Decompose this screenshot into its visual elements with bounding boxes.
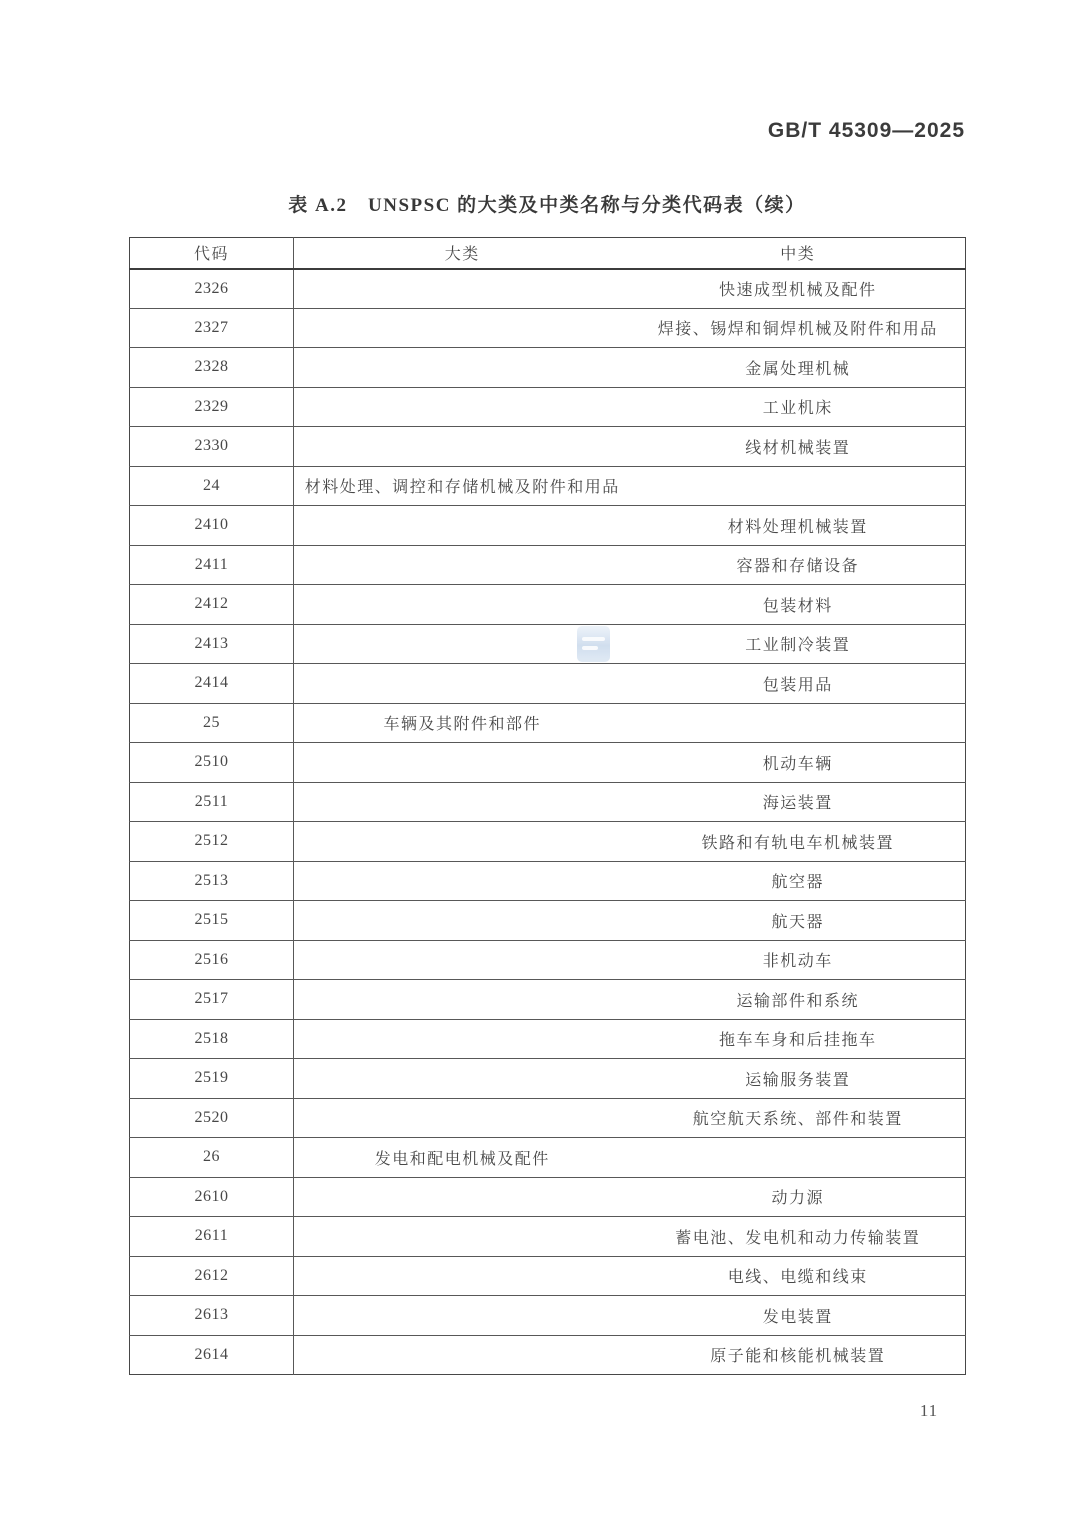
- table-row: [130, 703, 966, 743]
- table-row: [130, 861, 966, 901]
- code-cell: 2410: [130, 506, 294, 546]
- middle-category-cell: 焊接、锡焊和铜焊机械及附件和用品: [657, 321, 938, 339]
- major-category-cell: [294, 782, 631, 822]
- major-category-cell: [294, 624, 631, 664]
- major-category-cell: [294, 348, 631, 388]
- major-category-cell: 发电和配电机械及配件: [374, 1150, 550, 1168]
- major-category-cell: [294, 1059, 631, 1099]
- column-header-major-category: 大类: [444, 246, 480, 264]
- table-row: [130, 782, 966, 822]
- table-row: [130, 387, 966, 427]
- middle-category-cell: 机动车辆: [762, 755, 833, 773]
- middle-category-cell: 材料处理机械装置: [727, 518, 868, 536]
- table-row: [130, 743, 966, 783]
- code-cell: 2519: [130, 1059, 294, 1099]
- table-row: [130, 1217, 966, 1257]
- table-title: 表 A.2 UNSPSC 的大类及中类名称与分类代码表（续）: [288, 195, 806, 216]
- major-category-cell: 材料处理、调控和存储机械及附件和用品: [304, 479, 620, 497]
- middle-category-cell: 快速成型机械及配件: [718, 282, 877, 299]
- major-category-cell: [294, 506, 631, 546]
- code-cell: 2515: [130, 901, 294, 941]
- middle-category-cell: 工业机床: [762, 400, 833, 418]
- table-row: [130, 822, 966, 862]
- code-cell: 2613: [130, 1296, 294, 1336]
- major-category-cell: [294, 1019, 631, 1059]
- middle-category-cell: 铁路和有轨电车机械装置: [701, 834, 894, 852]
- major-category-cell: [294, 585, 631, 625]
- code-cell: 2513: [130, 861, 294, 901]
- middle-category-cell: 工业制冷装置: [745, 637, 851, 655]
- major-category-cell: 车辆及其附件和部件: [383, 716, 541, 734]
- major-category-cell: [294, 861, 631, 901]
- middle-category-cell: [631, 703, 966, 743]
- middle-category-cell: 蓄电池、发电机和动力传输装置: [675, 1229, 921, 1247]
- middle-category-cell: 动力源: [771, 1190, 824, 1208]
- standard-number: GB/T 45309—2025: [767, 119, 965, 142]
- page-number: 11: [919, 1401, 939, 1420]
- middle-category-cell: 运输服务装置: [745, 1071, 851, 1089]
- table-row: [130, 1019, 966, 1059]
- table-header-row: [130, 238, 966, 269]
- table-row: [130, 545, 966, 585]
- code-cell: 2517: [130, 980, 294, 1020]
- code-cell: 2516: [130, 940, 294, 980]
- code-cell: 24: [130, 466, 294, 506]
- table-row: [130, 1177, 966, 1217]
- table-row: [130, 308, 966, 348]
- code-cell: 2412: [130, 585, 294, 625]
- table-row: [130, 980, 966, 1020]
- table-row: [130, 1256, 966, 1296]
- middle-category-cell: 金属处理机械: [745, 360, 851, 378]
- major-category-cell: [294, 427, 631, 467]
- code-cell: 26: [130, 1138, 294, 1178]
- middle-category-cell: 原子能和核能机械装置: [710, 1348, 886, 1366]
- code-cell: 2612: [130, 1256, 294, 1296]
- middle-category-cell: 包装材料: [762, 597, 833, 615]
- code-cell: 2327: [130, 308, 294, 348]
- code-cell: 2611: [130, 1217, 294, 1257]
- major-category-cell: [294, 980, 631, 1020]
- middle-category-cell: 拖车车身和后挂拖车: [718, 1032, 877, 1050]
- table-row: [130, 1059, 966, 1099]
- middle-category-cell: 海运装置: [762, 795, 833, 813]
- middle-category-cell: 航天器: [771, 913, 824, 931]
- major-category-cell: [294, 387, 631, 427]
- table-row: [130, 269, 966, 309]
- table-row: [130, 506, 966, 546]
- table-row: [130, 624, 966, 664]
- major-category-cell: [294, 1296, 631, 1336]
- major-category-cell: [294, 545, 631, 585]
- middle-category-cell: [631, 466, 966, 506]
- middle-category-cell: 航空航天系统、部件和装置: [692, 1111, 903, 1129]
- major-category-cell: [294, 1098, 631, 1138]
- major-category-cell: [294, 664, 631, 704]
- major-category-cell: [294, 901, 631, 941]
- major-category-cell: [294, 940, 631, 980]
- table-row: [130, 585, 966, 625]
- table-row: [130, 901, 966, 941]
- code-cell: 2330: [130, 427, 294, 467]
- code-cell: 2520: [130, 1098, 294, 1138]
- code-cell: 2328: [130, 348, 294, 388]
- middle-category-cell: 线材机械装置: [745, 439, 851, 457]
- major-category-cell: [294, 269, 631, 309]
- code-cell: 2512: [130, 822, 294, 862]
- table-row: [130, 1335, 966, 1375]
- table-row: [130, 1098, 966, 1138]
- code-cell: 2414: [130, 664, 294, 704]
- table-row: [130, 1296, 966, 1336]
- code-cell: 2326: [130, 269, 294, 309]
- table-row: [130, 466, 966, 506]
- column-header-code: 代码: [130, 238, 294, 269]
- code-cell: 2614: [130, 1335, 294, 1375]
- code-cell: 2610: [130, 1177, 294, 1217]
- major-category-cell: [294, 1177, 631, 1217]
- classification-table: [129, 237, 966, 1375]
- major-category-cell: [294, 1335, 631, 1375]
- code-cell: 2518: [130, 1019, 294, 1059]
- code-cell: 2510: [130, 743, 294, 783]
- major-category-cell: [294, 308, 631, 348]
- table-row: [130, 940, 966, 980]
- middle-category-cell: 运输部件和系统: [736, 992, 859, 1010]
- major-category-cell: [294, 1217, 631, 1257]
- middle-category-cell: 容器和存储设备: [736, 558, 859, 576]
- middle-category-cell: 航空器: [771, 874, 824, 892]
- code-cell: 2411: [130, 545, 294, 585]
- table-row: [130, 348, 966, 388]
- major-category-cell: [294, 1256, 631, 1296]
- table-row: [130, 1138, 966, 1178]
- middle-category-cell: 电线、电缆和线束: [727, 1269, 868, 1287]
- code-cell: 2329: [130, 387, 294, 427]
- code-cell: 2413: [130, 624, 294, 664]
- middle-category-cell: 包装用品: [762, 676, 833, 694]
- middle-category-cell: 发电装置: [762, 1308, 833, 1326]
- major-category-cell: [294, 743, 631, 783]
- table-row: [130, 427, 966, 467]
- major-category-cell: [294, 822, 631, 862]
- code-cell: 2511: [130, 782, 294, 822]
- middle-category-cell: [631, 1138, 966, 1178]
- table-row: [130, 664, 966, 704]
- code-cell: 25: [130, 703, 294, 743]
- middle-category-cell: 非机动车: [762, 953, 833, 971]
- column-header-middle-category: 中类: [780, 246, 816, 264]
